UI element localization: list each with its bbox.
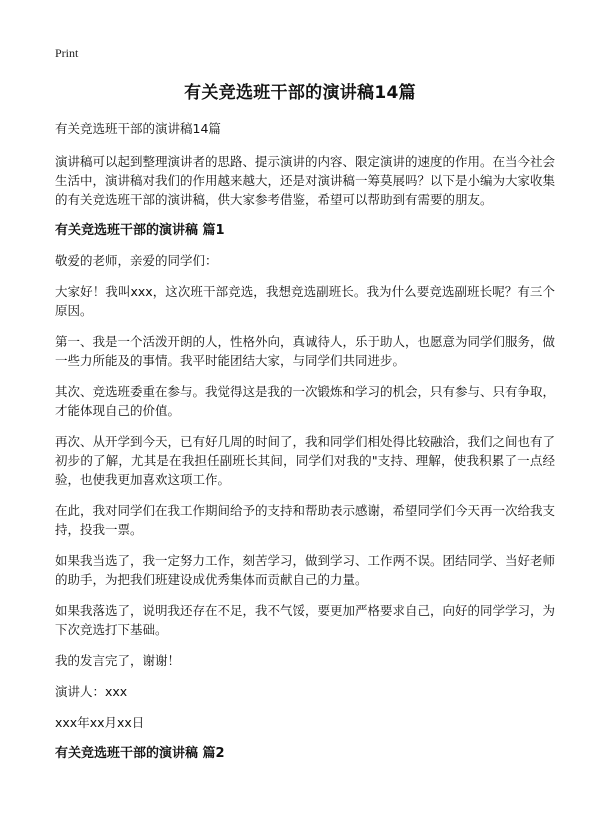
section-heading: 有关竞选班干部的演讲稿 篇2 xyxy=(55,746,225,761)
body-paragraph: 再次、从开学到今天，已有好几周的时间了，我和同学们相处得比较融洽，我们之间也有了初步的了解，尤其是在我担任副班长其间，同学们对我的"支持、理解，使我积累了一点经验，也使我更加喜欢这项工作。 xyxy=(55,434,556,487)
date-line: xxx年xx月xx日 xyxy=(55,715,145,730)
speaker-line: 演讲人：xxx xyxy=(55,684,128,699)
article-body xyxy=(55,119,555,774)
body-paragraph: 如果我落选了，说明我还存在不足，我不气馁，要更加严格要求自己，向好的同学学习，为下次竞选打下基础。 xyxy=(55,603,556,637)
print-link[interactable]: Print xyxy=(55,46,79,60)
body-paragraph: 大家好！我叫xxx，这次班干部竞选，我想竞选副班长。我为什么要竞选副班长呢？有三个原因。 xyxy=(55,284,555,318)
greeting-paragraph: 敬爱的老师，亲爱的同学们： xyxy=(55,253,218,268)
body-paragraph: 第一、我是一个活泼开朗的人，性格外向，真诚待人，乐于助人，也愿意为同学们服务，做一些力所能及的事情。我平时能团结大家，与同学们共同进步。 xyxy=(55,334,556,368)
article-subtitle: 有关竞选班干部的演讲稿14篇 xyxy=(55,121,221,136)
body-paragraph: 其次、竞选班委重在参与。我觉得这是我的一次锻炼和学习的机会，只有参与、只有争取，才能体现自己的价值。 xyxy=(55,384,556,418)
section-heading: 有关竞选班干部的演讲稿 篇1 xyxy=(55,223,225,238)
body-paragraph: 在此，我对同学们在我工作期间给予的支持和帮助表示感谢，希望同学们今天再一次给我支持，投我一票。 xyxy=(55,503,556,537)
closing-paragraph: 我的发言完了，谢谢！ xyxy=(55,653,181,668)
page-title: 有关竞选班干部的演讲稿14篇 xyxy=(184,83,416,103)
intro-paragraph: 演讲稿可以起到整理演讲者的思路、提示演讲的内容、限定演讲的速度的作用。在当今社会生活中，演讲稿对我们的作用越来越大，还是对演讲稿一筹莫展吗？以下是小编为大家收集的有关竞选班干部的演讲稿，供大家参考借鉴，希望可以帮助到有需要的朋友。 xyxy=(55,154,556,207)
body-paragraph: 如果我当选了，我一定努力工作，刻苦学习，做到学习、工作两不误。团结同学、当好老师的助手，为把我们班建设成优秀集体而贡献自己的力量。 xyxy=(55,553,556,587)
